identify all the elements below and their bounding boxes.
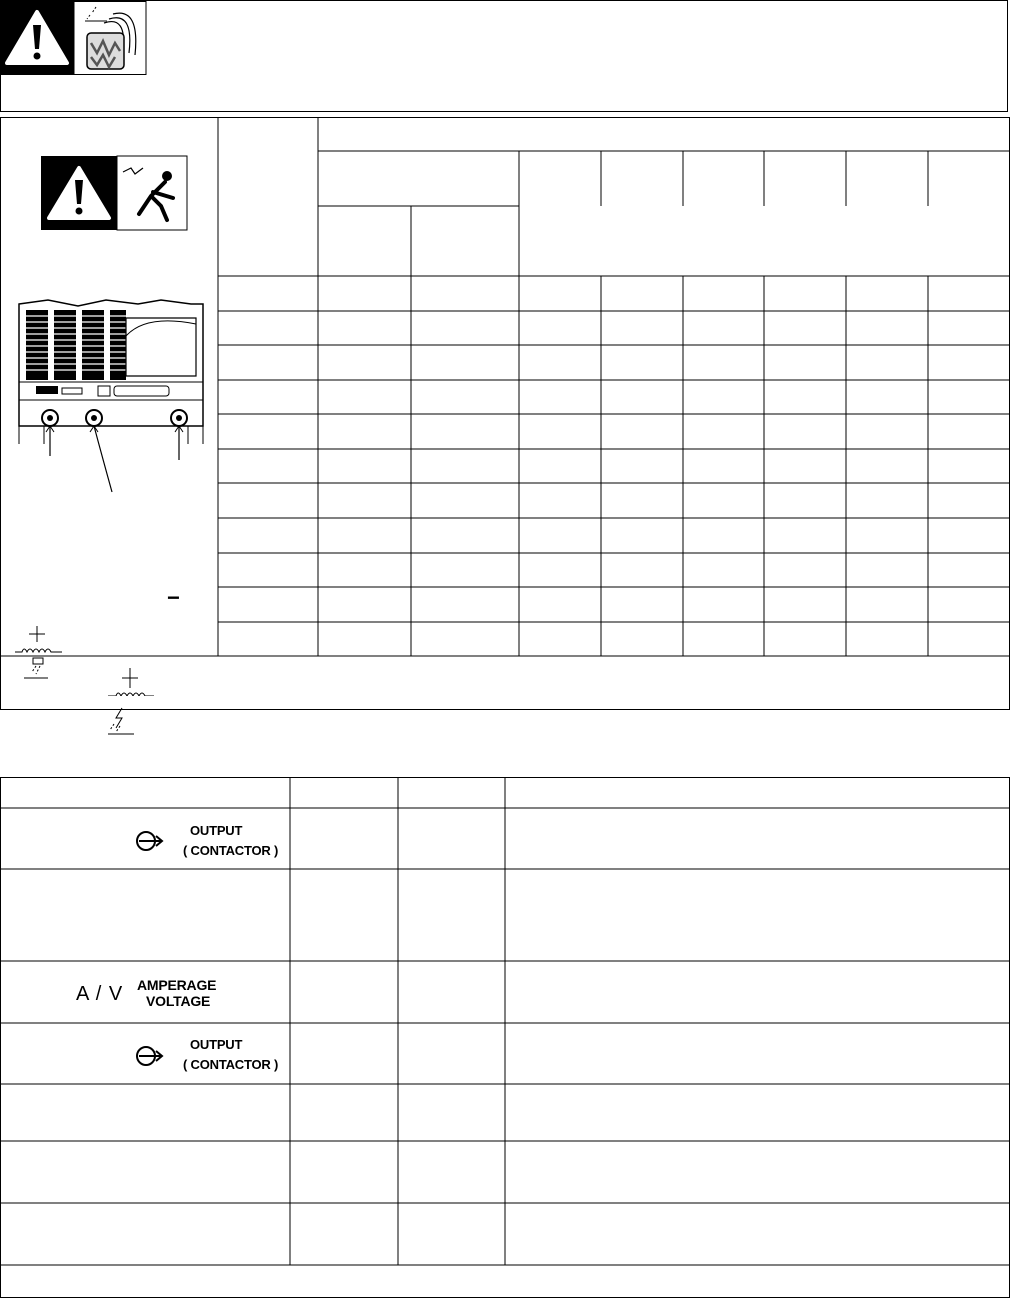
output-contactor-icon bbox=[135, 1044, 165, 1068]
contactor-label-2: ( CONTACTOR ) bbox=[183, 1057, 279, 1072]
amperage-voltage-icon: A / V bbox=[76, 983, 124, 1005]
negative-polarity-label: − bbox=[167, 585, 180, 610]
tig-plus-symbol bbox=[108, 668, 154, 696]
amperage-label: AMPERAGE bbox=[137, 977, 217, 993]
mig-plus-symbol bbox=[15, 626, 62, 678]
output-label-2: OUTPUT bbox=[190, 1037, 243, 1052]
shock-warning-header bbox=[39, 154, 199, 244]
tig-torch-icon bbox=[106, 704, 166, 744]
emf-warning-box bbox=[0, 0, 1008, 112]
controls-table bbox=[0, 777, 1010, 1298]
voltage-label: VOLTAGE bbox=[146, 993, 211, 1009]
contactor-label-1: ( CONTACTOR ) bbox=[183, 843, 279, 858]
output-contactor-icon bbox=[135, 829, 165, 853]
output-label-1: OUTPUT bbox=[190, 823, 243, 838]
welding-power-source-illustration bbox=[6, 296, 206, 696]
cable-size-table bbox=[0, 117, 1010, 710]
emf-warning-header bbox=[1, 1, 147, 75]
